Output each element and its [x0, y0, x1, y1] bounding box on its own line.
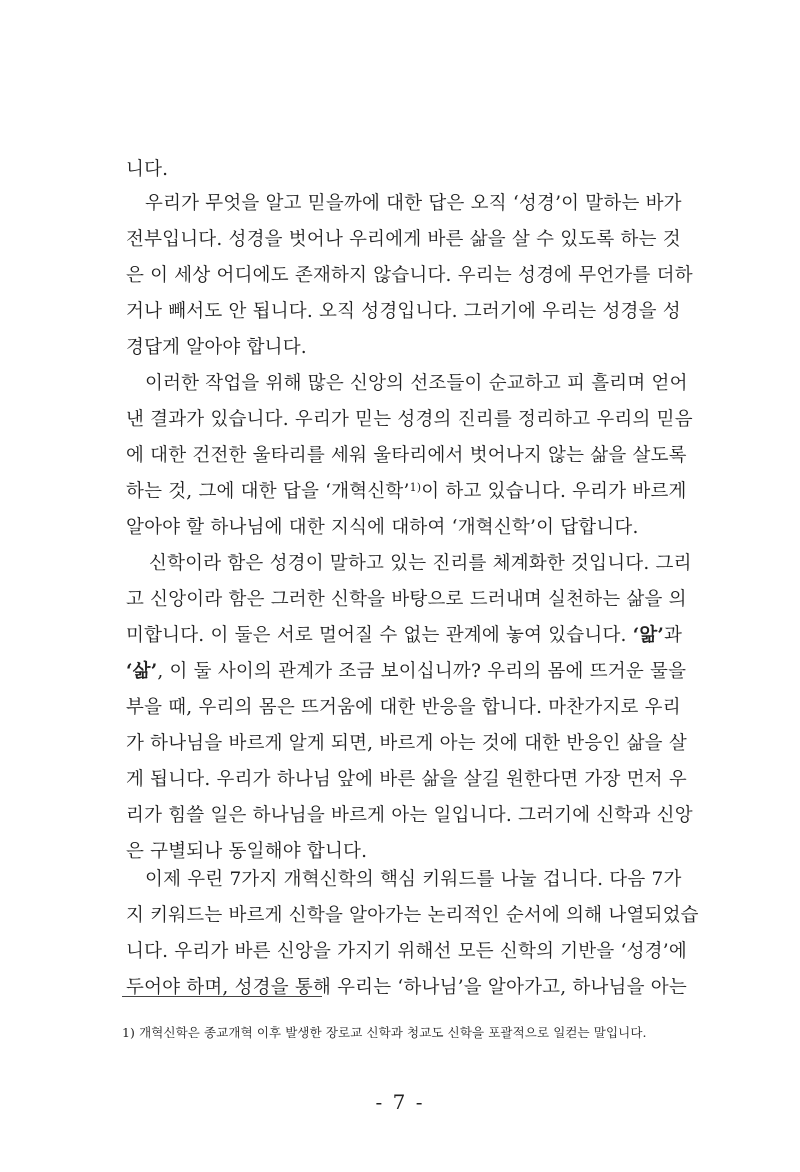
text-line: 이러한 작업을 위해 많은 신앙의 선조들이 순교하고 피 흘리며 얻어: [145, 373, 688, 394]
text-line: 가 하나님을 바르게 알게 되면, 바르게 아는 것에 대한 반응인 삶을 살: [126, 733, 687, 754]
bold-term-living: ‘삶’: [126, 661, 158, 682]
line-text: 하는 것, 그에 대한 답을 ‘개혁신학’: [126, 481, 410, 502]
page-number: - 7 -: [375, 1090, 425, 1114]
text-line: 전부입니다. 성경을 벗어나 우리에게 바른 삶을 살 수 있도록 하는 것: [126, 229, 681, 250]
text-line: 신학이라 함은 성경이 말하고 있는 진리를 체계화한 것입니다. 그리: [149, 553, 692, 574]
text-line-with-bold: [126, 654, 687, 690]
footnote-divider: [122, 996, 322, 997]
text-line: 부을 때, 우리의 몸은 뜨거움에 대한 반응을 합니다. 마찬가지로 우리: [126, 697, 681, 718]
bold-term-knowing: ‘앎’: [632, 625, 665, 646]
text-line: 리가 힘쓸 일은 하나님을 바르게 아는 일입니다. 그러기에 신학과 신앙: [126, 805, 693, 826]
text-line: 이제 우린 7가지 개혁신학의 핵심 키워드를 나눌 겁니다. 다음 7가: [145, 869, 682, 890]
text-line: 게 됩니다. 우리가 하나님 앞에 바른 삶을 살길 원한다면 가장 먼저 우: [126, 769, 687, 790]
text-line: 니다. 우리가 바른 신앙을 가지기 위해선 모든 신학의 기반을 ‘성경’에: [126, 941, 687, 962]
text-line: 고 신앙이라 함은 그러한 신학을 바탕으로 드러내며 실천하는 삶을 의: [126, 589, 687, 610]
text-line: 우리가 무엇을 알고 믿을까에 대한 답은 오직 ‘성경’이 말하는 바가: [145, 193, 682, 214]
text-line-with-footnote-ref: [126, 474, 687, 510]
text-line: 은 구별되나 동일해야 합니다.: [126, 841, 368, 862]
line-text: , 이 둘 사이의 관계가 조금 보이십니까? 우리의 몸에 뜨거운 물을: [157, 661, 687, 682]
footnote-reference[interactable]: 1): [409, 481, 422, 494]
text-line: 거나 빼서도 안 됩니다. 오직 성경입니다. 그러기에 우리는 성경을 성: [126, 301, 681, 322]
line-text: 과: [664, 625, 683, 646]
line-text: 이 하고 있습니다. 우리가 바르게: [421, 481, 687, 502]
footnote: 1) 개혁신학은 종교개혁 이후 발생한 장로교 신학과 청교도 신학을 포괄적으로 일컫는 말입니다.: [122, 1025, 647, 1040]
text-line: 두어야 하며, 성경을 통해 우리는 ‘하나님’을 알아가고, 하나님을 아는: [126, 977, 687, 998]
line-text: 미합니다. 이 둘은 서로 멀어질 수 없는 관계에 놓여 있습니다.: [126, 625, 633, 646]
text-line: 경답게 알아야 합니다.: [126, 337, 307, 358]
text-line: 니다.: [126, 159, 169, 180]
text-line: 지 키워드는 바르게 신학을 알아가는 논리적인 순서에 의해 나열되었습: [126, 905, 699, 926]
text-line: 낸 결과가 있습니다. 우리가 믿는 성경의 진리를 정리하고 우리의 믿음: [126, 409, 693, 430]
text-line: 알아야 할 하나님에 대한 지식에 대하여 ‘개혁신학’이 답합니다.: [126, 517, 639, 538]
text-line-with-bold: [126, 618, 683, 654]
text-line: 은 이 세상 어디에도 존재하지 않습니다. 우리는 성경에 무언가를 더하: [126, 265, 693, 286]
text-line: 에 대한 건전한 울타리를 세워 울타리에서 벗어나지 않는 삶을 살도록: [126, 445, 687, 466]
